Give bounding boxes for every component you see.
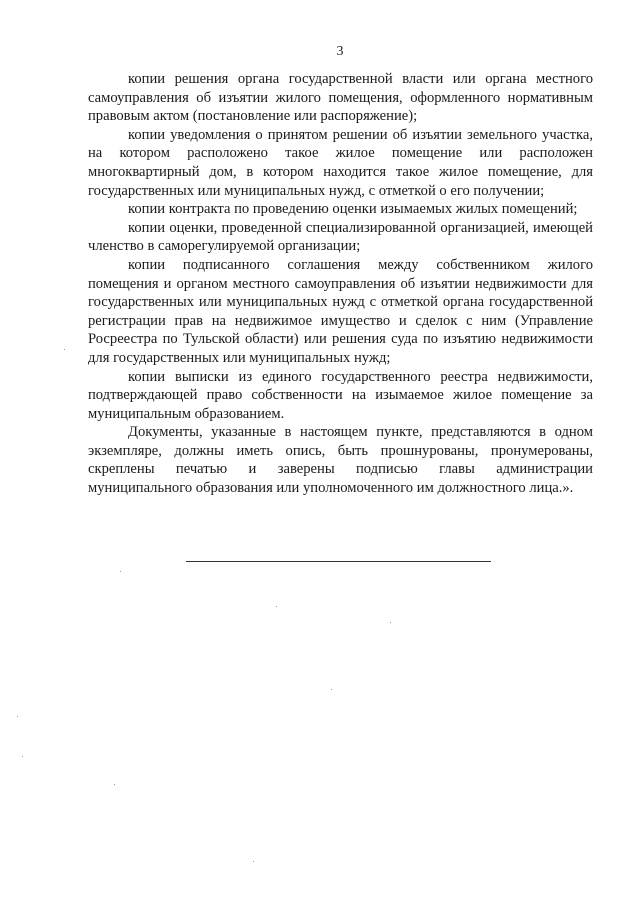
scan-speck xyxy=(120,571,121,572)
document-body xyxy=(88,70,593,498)
scan-speck xyxy=(22,756,23,757)
closing-rule xyxy=(186,561,491,562)
paragraph-decision-copy: копии решения органа государственной власти или органа местного самоуправления об изъятии жилого помещения, оформленного нормативным правовым актом (постановление или распоряжение); xyxy=(88,71,593,125)
paragraph-valuation-copy: копии оценки, проведенной специализированной организацией, имеющей членство в саморегулируемой организации; xyxy=(88,219,593,255)
paragraph-agreement-copy: копии подписанного соглашения между собственником жилого помещения и органом местного самоуправления об изъятии недвижимости для государственных или муниципальных нужд с отметкой органа государственной регистрации прав на недвижимое имущество и сделок с ним (Управление Росреестра по Тульской области) или решения суда по изъятию недвижимости для государственных или муниципальных нужд; xyxy=(88,256,593,366)
paragraph-contract-copy: копии контракта по проведению оценки изымаемых жилых помещений; xyxy=(128,201,578,218)
scan-speck xyxy=(114,784,115,785)
page-number: 3 xyxy=(336,44,344,59)
scan-speck xyxy=(64,349,65,350)
paragraph-notification-copy: копии уведомления о принятом решении об изъятии земельного участка, на котором расположено такое жилое помещение или расположен многоквартирный дом, в котором находится такое жилое помещение, для государственных или муниципальных нужд, с отметкой о его получении; xyxy=(88,126,593,199)
scan-speck xyxy=(253,861,254,862)
scan-speck xyxy=(17,716,18,717)
scan-speck xyxy=(331,689,332,690)
scan-speck xyxy=(390,622,391,623)
paragraph-registry-extract-copy: копии выписки из единого государственного реестра недвижимости, подтверждающей право собственности на изымаемое жилое помещение за муниципальным образованием. xyxy=(88,368,593,422)
paragraph-documents-requirements: Документы, указанные в настоящем пункте, представляются в одном экземпляре, должны иметь опись, быть прошнурованы, пронумерованы, скреплены печатью и заверены подписью главы администрации муниципального образования или уполномоченного им должностного лица.». xyxy=(88,424,593,497)
scan-speck xyxy=(276,606,277,607)
